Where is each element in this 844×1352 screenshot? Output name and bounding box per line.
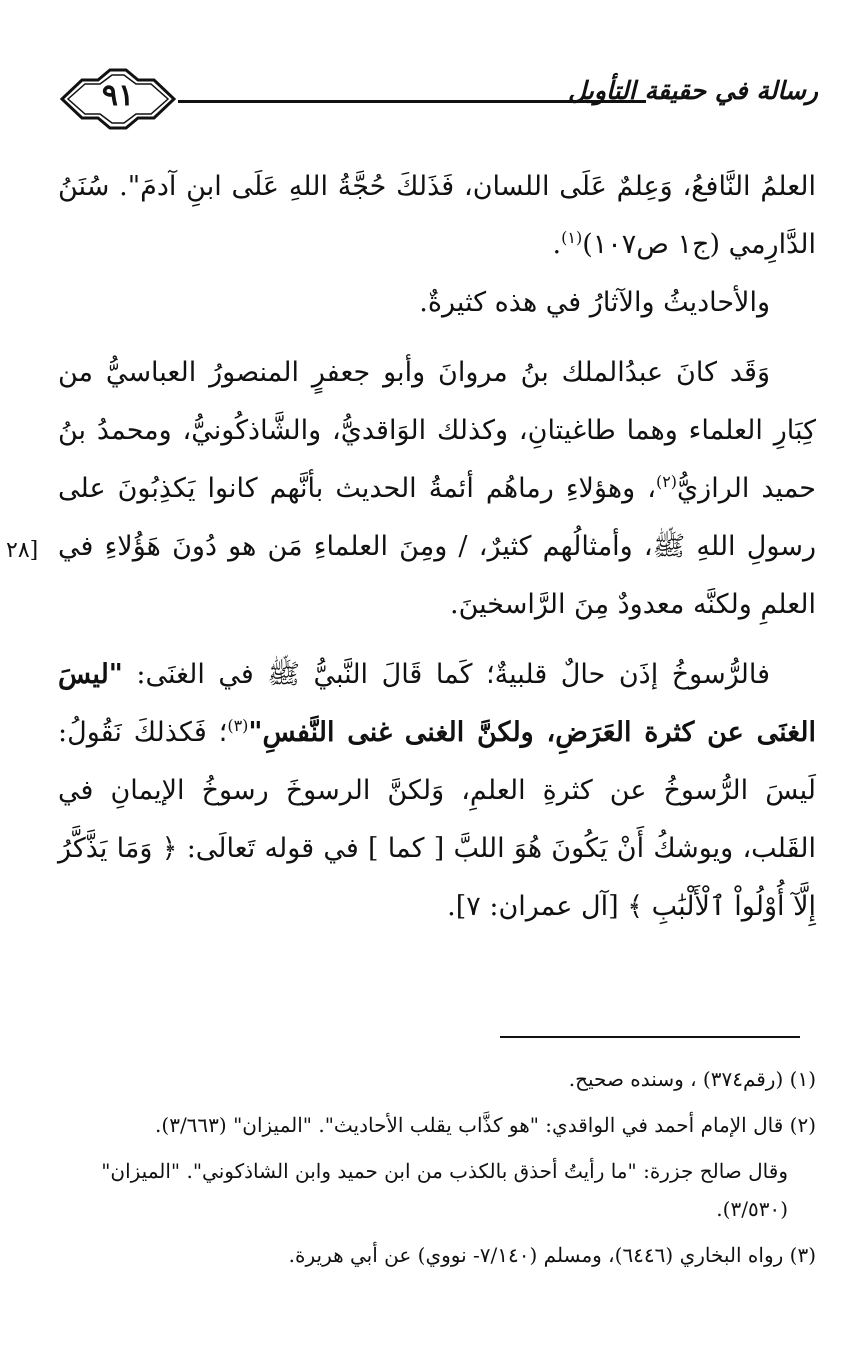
footnote-ref-2[interactable]: (٢): [655, 472, 678, 491]
page-number-badge: [58, 64, 178, 134]
paragraph-3: [58, 344, 816, 634]
footnotes: [58, 1060, 816, 1282]
footnote-2: (٢) قال الإمام أحمد في الواقدي: "هو كذَّاب يقلب الأحاديث". "الميزان" (٣/٦٦٣).: [155, 1113, 816, 1137]
page-number: ٩١: [101, 78, 135, 113]
paragraph-4-rest: ؛ فَكذلكَ نَقُولُ: لَيسَ الرُّسوخُ عن كثرةِ العلمِ، وَلكنَّ الرسوخَ رسوخُ الإيمانِ في القَلب، ويوشكُ أَنْ يَكُونَ هُوَ اللبَّ [ كما ] في قوله تَعالَى: ﴿ وَمَا يَذَّكَّرُ إِلَّآ أُوْلُواْ ٱلْأَلْبَٰبِ ﴾ [آل عمران: ٧].: [58, 717, 816, 922]
footnote-3: (٣) رواه البخاري (٦٤٤٦)، ومسلم (٧/١٤٠- نووي) عن أبي هريرة.: [288, 1243, 816, 1267]
paragraph-4: [58, 646, 816, 936]
page-header: [58, 64, 818, 134]
footnote-ref-3[interactable]: (٣): [227, 716, 249, 735]
paragraph-2: والأحاديثُ والآثارُ في هذه كثيرةٌ.: [419, 287, 770, 318]
paragraph-4-lead: فالرُّسوخُ إذَن حالٌ قلبيةٌ؛ كَما قَالَ النَّبيُّ ﷺ في الغنَى:: [122, 659, 770, 690]
main-text: [58, 158, 816, 936]
paragraph-1-end: .: [552, 229, 562, 260]
hadith-quote: "ليسَ الغنَى عن كثرة العَرَضِ، ولكنَّ الغنى غنى النَّفسِ": [58, 659, 816, 748]
footnote-2-continuation: وقال صالح جزرة: "ما رأيتُ أحذق بالكذب من ابن حميد وابن الشاذكوني". "الميزان" (٣/٥٣٠).: [101, 1159, 788, 1221]
paragraph-3-rest: ، وهؤلاءِ رماهُم أئمةُ الحديث بأنَّهم كانوا يَكذِبُونَ على رسولِ اللهِ ﷺ، وأمثالُهم كثيرٌ، / ومِنَ العلماءِ مَن هو دُونَ هَؤُلاءِ في العلمِ ولكنَّه معدودٌ مِنَ الرَّاسخينَ.: [58, 473, 816, 620]
paragraph-3-text: وَقَد كانَ عبدُالملك بنُ مروانَ وأبو جعفرٍ المنصورُ العباسيُّ من كِبَارِ العلماء وهما طاغيتانِ، وكذلك الوَاقديُّ، والشَّاذكُونيُّ، ومحمدُ بنُ حميد الرازيُّ: [58, 357, 816, 504]
footnote-ref-1[interactable]: (١): [561, 228, 583, 247]
running-title: رسالة في حقيقة التأويل: [568, 76, 818, 105]
margin-page-marker: [٢٨: [6, 538, 39, 563]
paragraph-1: [58, 158, 816, 274]
paragraph-1-text: العلمُ النَّافعُ، وَعِلمٌ عَلَى اللسان، فَذَلكَ حُجَّةُ اللهِ عَلَى ابنِ آدمَ". سُنَنُ الدَّارِمي (ج١ ص١٠٧): [58, 171, 816, 260]
footnote-1: (١) (رقم٣٧٤) ، وسنده صحيح.: [568, 1067, 816, 1091]
footnote-separator: [500, 1036, 800, 1038]
